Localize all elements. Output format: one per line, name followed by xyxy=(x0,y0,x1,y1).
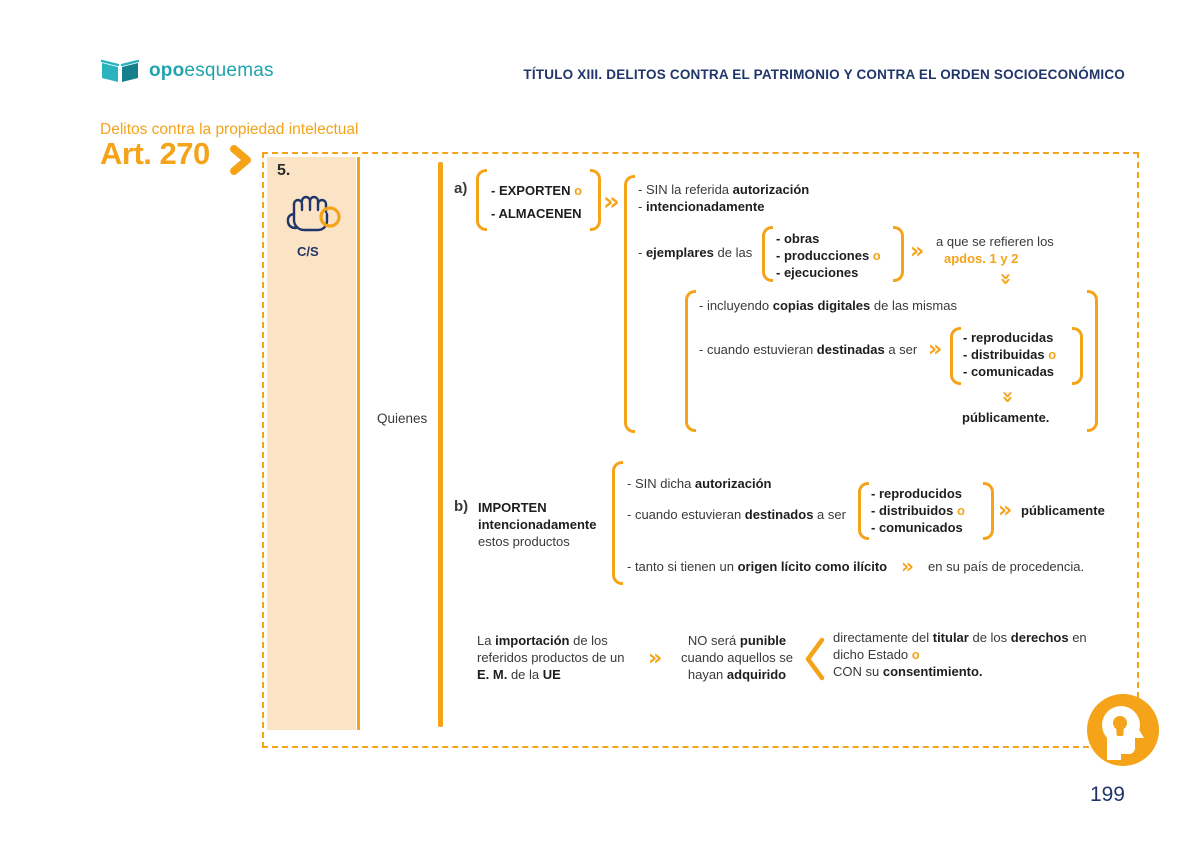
column-rail xyxy=(357,157,360,730)
refer-apdos: apdos. 1 y 2 xyxy=(944,251,1019,266)
importacion-line-1 xyxy=(477,633,608,649)
logo-text-rest: esquemas xyxy=(184,60,274,81)
text-segment: titular xyxy=(932,630,969,645)
text-segment: - SIN dicha xyxy=(627,476,695,491)
text-segment: La xyxy=(477,633,496,648)
a-verb-exporten xyxy=(491,183,582,199)
text-segment: - distribuidas xyxy=(963,347,1049,362)
a-line-sin xyxy=(638,182,809,198)
obras-item: - ejecuciones xyxy=(776,265,859,280)
text-segment xyxy=(302,197,310,210)
text-segment: o xyxy=(574,183,583,198)
titular-line-3 xyxy=(833,664,983,680)
bracket xyxy=(590,169,601,231)
punible-line-3 xyxy=(672,667,802,683)
text-segment: o xyxy=(1048,347,1057,362)
obras-item xyxy=(776,248,881,264)
text-segment: directamente del xyxy=(833,630,933,645)
article-title: Art. 270 xyxy=(100,136,210,171)
bracket xyxy=(1072,327,1083,385)
text-segment: CON su xyxy=(833,664,883,679)
titular-line-2 xyxy=(833,647,920,663)
bracket xyxy=(762,226,773,282)
b-line-destinados xyxy=(627,507,846,523)
subject-quienes: Quienes xyxy=(377,411,428,426)
chevron-right-icon: » xyxy=(901,554,912,578)
logo-text xyxy=(149,60,274,82)
text-segment: - SIN la referida xyxy=(638,182,733,197)
text-segment: punible xyxy=(739,633,787,648)
bracket xyxy=(685,290,696,432)
text-segment: en xyxy=(1068,630,1087,645)
text-segment: origen lícito como ilícito xyxy=(737,559,888,574)
chevron-right-icon: » xyxy=(648,646,661,671)
text-segment: o xyxy=(911,647,920,662)
chevron-right-icon: » xyxy=(928,337,941,362)
bracket xyxy=(476,169,487,231)
text-segment: NO será xyxy=(687,633,740,648)
text-segment: de las mismas xyxy=(870,298,957,313)
text-segment: UE xyxy=(542,667,561,682)
text-segment: dicho Estado xyxy=(833,647,912,662)
main-rail xyxy=(438,162,443,727)
text-segment: consentimiento. xyxy=(882,664,983,679)
chevron-right-icon: » xyxy=(910,239,923,264)
text-segment xyxy=(294,200,302,210)
dest-item: - comunicadas xyxy=(963,364,1055,379)
text-segment: - incluyendo xyxy=(699,298,773,313)
scheme-number: 5. xyxy=(277,162,291,179)
dest-item xyxy=(963,347,1056,363)
dest-item xyxy=(871,503,965,519)
text-segment: - xyxy=(638,245,646,260)
text-segment: hayan xyxy=(687,667,727,682)
b-line-origen xyxy=(627,559,887,575)
titular-line-1 xyxy=(833,630,1087,646)
angle-left-icon xyxy=(804,636,826,682)
text-segment: - distribuidos xyxy=(871,503,957,518)
logo xyxy=(100,58,274,84)
text-segment: de los xyxy=(968,630,1011,645)
b-line-sin xyxy=(627,476,772,492)
b-estos-productos: estos productos xyxy=(478,534,570,549)
text-segment xyxy=(122,63,138,82)
article-chevron-icon xyxy=(229,145,253,175)
a-line-intencionadamente xyxy=(638,199,764,215)
bracket xyxy=(893,226,904,282)
b-label: b) xyxy=(454,498,469,515)
bracket xyxy=(858,482,869,540)
importacion-line-2: referidos productos de un xyxy=(477,650,625,665)
text-segment xyxy=(102,63,118,82)
punible-line-1 xyxy=(672,633,802,649)
fist-icon xyxy=(280,190,344,240)
text-segment xyxy=(310,197,318,210)
b-publicamente: públicamente xyxy=(1021,503,1105,518)
text-segment: E. M. xyxy=(477,667,508,682)
text-segment: - EXPORTEN xyxy=(491,183,575,198)
a-line-ejemplares xyxy=(638,245,752,261)
a-label: a) xyxy=(454,180,468,197)
a-publicamente: públicamente. xyxy=(962,410,1050,425)
text-segment: - cuando estuvieran xyxy=(699,342,817,357)
page-number: 199 xyxy=(1089,783,1125,806)
a-line-incluyendo xyxy=(699,298,957,314)
number-column xyxy=(267,157,356,730)
section-subtitle: Delitos contra la propiedad intelectual xyxy=(100,121,359,138)
dest-item: - reproducidos xyxy=(871,486,963,501)
chevron-right-icon: » xyxy=(998,498,1011,523)
text-segment: autorización xyxy=(732,182,810,197)
text-segment: destinadas xyxy=(816,342,885,357)
text-segment: derechos xyxy=(1010,630,1069,645)
text-segment: importación xyxy=(495,633,570,648)
text-segment xyxy=(1117,729,1124,736)
text-segment: ejemplares xyxy=(645,245,714,260)
a-line-destinadas xyxy=(699,342,917,358)
text-segment: - tanto si tienen un xyxy=(627,559,738,574)
text-segment: intencionadamente xyxy=(645,199,765,214)
page-header-title: TÍTULO XIII. DELITOS CONTRA EL PATRIMONIO Y CONTRA EL ORDEN SOCIOECONÓMICO xyxy=(523,67,1125,82)
text-segment: o xyxy=(872,248,881,263)
logo-text-bold: opo xyxy=(149,60,185,81)
chevron-down-icon: » xyxy=(996,390,1021,402)
a-verb-almacenen: - ALMACENEN xyxy=(491,206,582,221)
text-segment xyxy=(1113,716,1127,730)
dest-item: - comunicados xyxy=(871,520,963,535)
text-segment: - producciones xyxy=(776,248,873,263)
bracket xyxy=(983,482,994,540)
idea-head-icon xyxy=(1085,692,1161,768)
b-origen-tail: en su país de procedencia. xyxy=(928,559,1085,574)
text-segment: o xyxy=(956,503,965,518)
bracket xyxy=(612,461,623,585)
chevron-right-icon: » xyxy=(603,187,618,217)
text-segment: de los xyxy=(569,633,608,648)
b-importen: IMPORTEN xyxy=(478,500,547,515)
chevron-down-icon: » xyxy=(994,272,1019,284)
text-segment: copias digitales xyxy=(772,298,871,313)
obras-item: - obras xyxy=(776,231,820,246)
punible-line-2: cuando aquellos se xyxy=(680,650,794,665)
text-segment: de las xyxy=(713,245,753,260)
text-segment: adquirido xyxy=(726,667,787,682)
text-segment xyxy=(321,208,339,226)
text-segment: autorización xyxy=(694,476,772,491)
text-segment: de la xyxy=(507,667,543,682)
bracket xyxy=(1087,290,1098,432)
text-segment: - xyxy=(638,199,646,214)
dest-item: - reproducidas xyxy=(963,330,1054,345)
text-segment xyxy=(808,640,822,678)
b-intencionadamente: intencionadamente xyxy=(478,517,597,532)
bracket xyxy=(950,327,961,385)
refer-line: a que se refieren los xyxy=(936,234,1054,249)
text-segment: - cuando estuvieran xyxy=(627,507,745,522)
text-segment xyxy=(234,149,247,171)
importacion-line-3 xyxy=(477,667,561,683)
logo-book-icon xyxy=(100,58,140,84)
text-segment: destinados xyxy=(744,507,814,522)
text-segment: a ser xyxy=(884,342,918,357)
hand-label: C/S xyxy=(297,244,319,259)
text-segment: a ser xyxy=(813,507,846,522)
bracket xyxy=(624,175,635,433)
